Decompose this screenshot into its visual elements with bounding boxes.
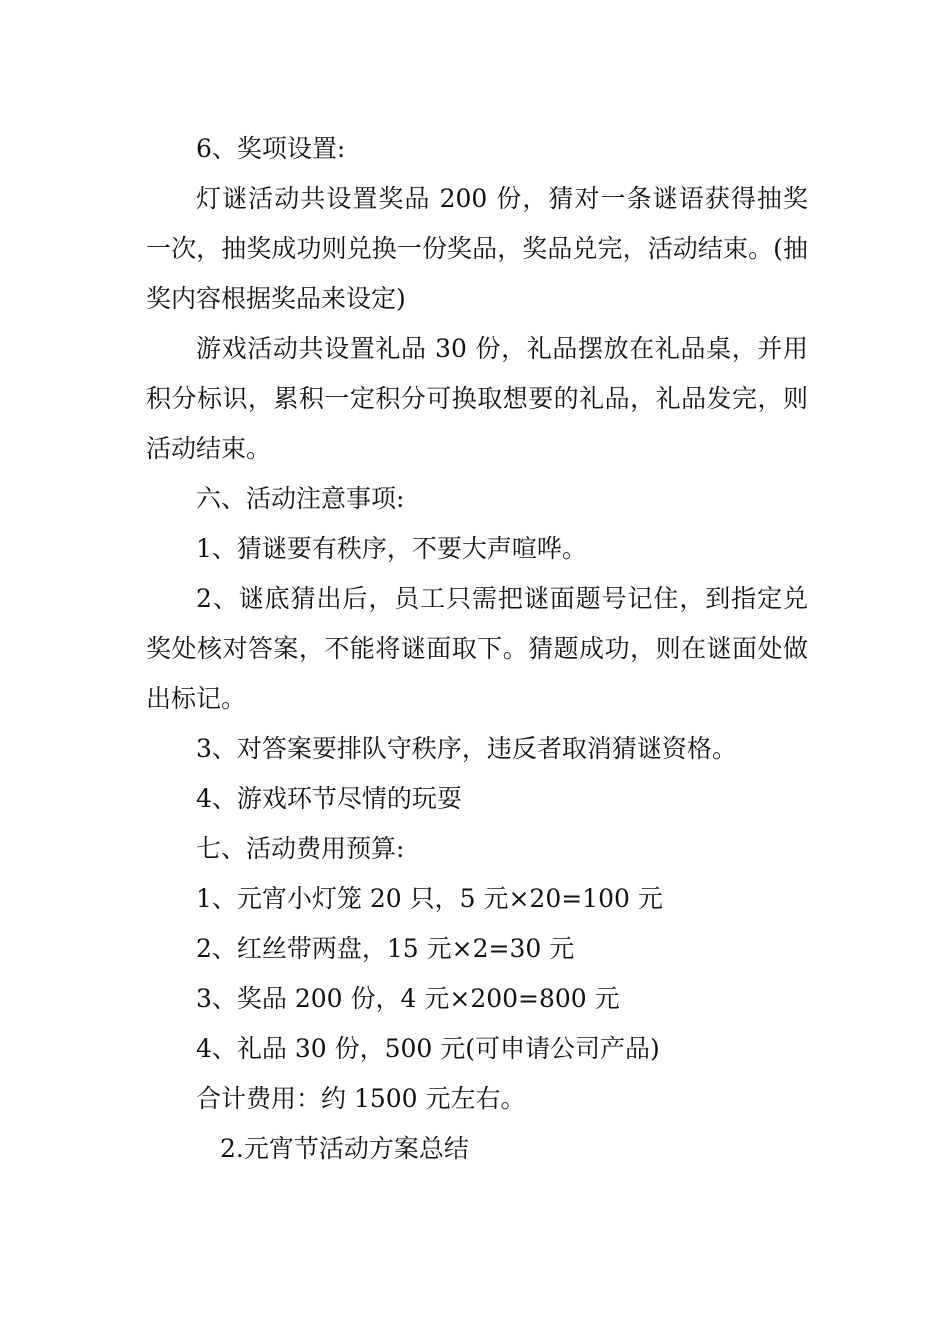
- note-item-1: 1、猜谜要有秩序，不要大声喧哗。: [196, 534, 587, 563]
- note-item-4: 4、游戏环节尽情的玩耍: [196, 784, 462, 813]
- budget-item-1: 1、元宵小灯笼 20 只，5 元×20=100 元: [196, 884, 663, 913]
- document-body: [146, 124, 808, 1174]
- section-title-summary: 2.元宵节活动方案总结: [220, 1134, 469, 1163]
- budget-item-4: 4、礼品 30 份，500 元(可申请公司产品): [196, 1034, 660, 1063]
- budget-total: 合计费用：约 1500 元左右。: [196, 1084, 526, 1113]
- section-heading-notes: 六、活动注意事项:: [196, 484, 405, 513]
- budget-item-3: 3、奖品 200 份，4 元×200=800 元: [196, 984, 620, 1013]
- budget-item-2: 2、红丝带两盘，15 元×2=30 元: [196, 934, 575, 963]
- note-item-2: 2、谜底猜出后，员工只需把谜面题号记住，到指定兑奖处核对答案，不能将谜面取下。猜题成功，则在谜面处做出标记。: [146, 584, 808, 713]
- section-heading-budget: 七、活动费用预算:: [196, 834, 405, 863]
- paragraph-game-gifts: 游戏活动共设置礼品 30 份，礼品摆放在礼品桌，并用积分标识，累积一定积分可换取想要的礼品，礼品发完，则活动结束。: [146, 334, 808, 463]
- paragraph-riddle-prizes: 灯谜活动共设置奖品 200 份，猜对一条谜语获得抽奖一次，抽奖成功则兑换一份奖品，奖品兑完，活动结束。(抽奖内容根据奖品来设定): [146, 184, 808, 313]
- note-item-3: 3、对答案要排队守秩序，违反者取消猜谜资格。: [196, 734, 737, 763]
- section-heading-awards: 6、奖项设置:: [196, 134, 346, 163]
